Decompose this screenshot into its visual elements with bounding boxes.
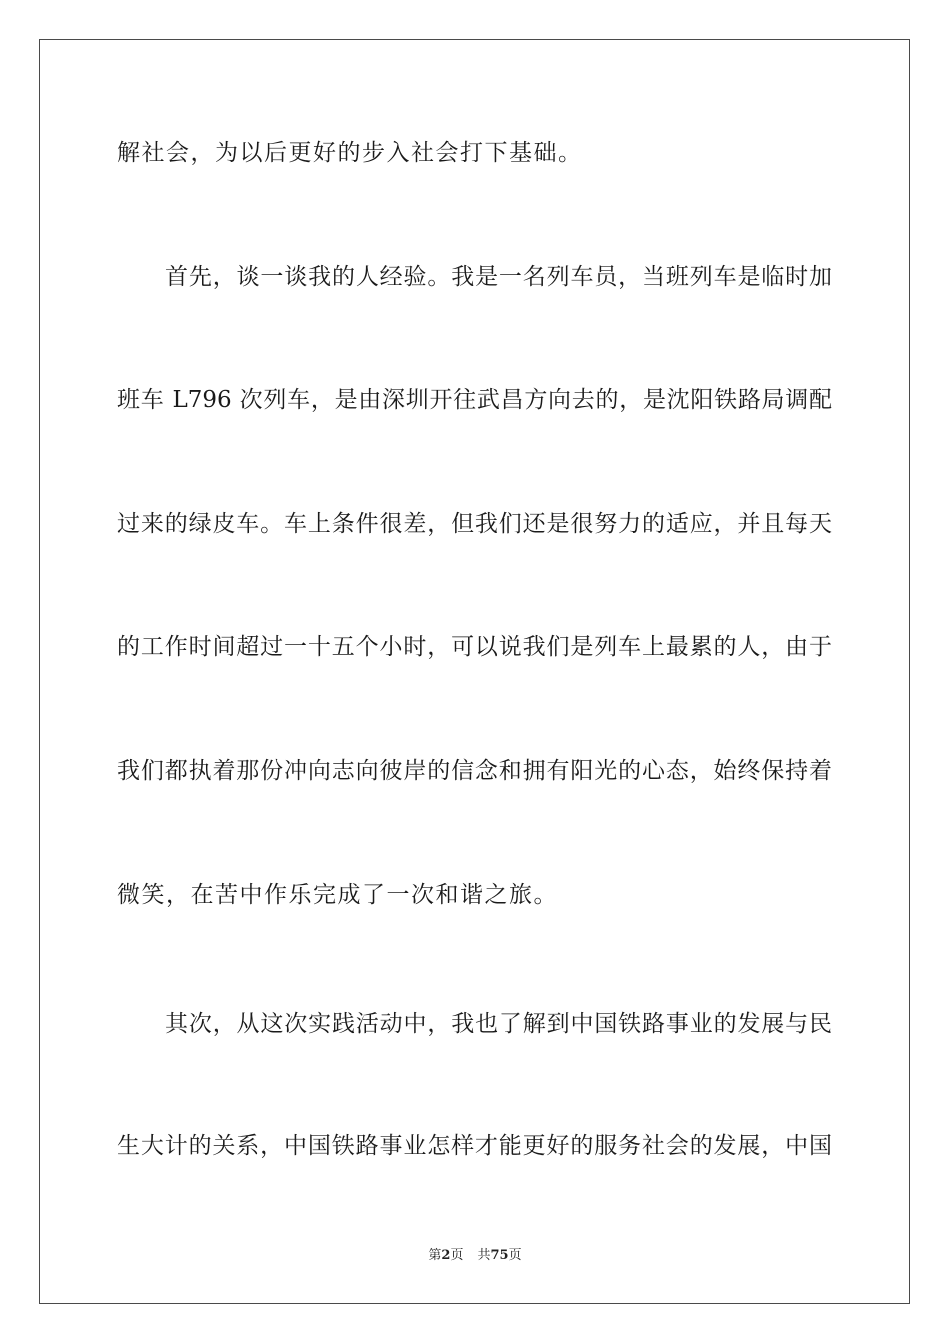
page-prefix: 第: [428, 1248, 442, 1263]
total-page-count: 75: [490, 1248, 509, 1263]
body-text-line-5: 的工作时间超过一十五个小时，可以说我们是列车上最累的人，由于: [117, 634, 832, 660]
page-border: [39, 39, 910, 1304]
body-text-line-9: 生大计的关系，中国铁路事业怎样才能更好的服务社会的发展，中国: [117, 1133, 832, 1159]
total-suffix: 页: [508, 1248, 522, 1263]
body-text-line-2: 首先，谈一谈我的人经验。我是一名列车员，当班列车是临时加: [165, 264, 832, 290]
total-prefix: 共: [477, 1248, 491, 1263]
page-footer: [0, 1247, 950, 1265]
current-page-number: 2: [441, 1248, 451, 1263]
body-text-line-4: 过来的绿皮车。车上条件很差，但我们还是很努力的适应，并且每天: [117, 511, 832, 537]
body-text-line-6: 我们都执着那份冲向志向彼岸的信念和拥有阳光的心态，始终保持着: [117, 758, 832, 784]
body-text-line-8: 其次，从这次实践活动中，我也了解到中国铁路事业的发展与民: [165, 1011, 832, 1037]
body-text-line-3: 班车 L796 次列车，是由深圳开往武昌方向去的，是沈阳铁路局调配: [117, 387, 832, 413]
body-text-line-7: 微笑，在苦中作乐完成了一次和谐之旅。: [117, 882, 558, 908]
page-suffix: 页: [450, 1248, 464, 1263]
body-text-line-1: 解社会，为以后更好的步入社会打下基础。: [117, 140, 583, 166]
